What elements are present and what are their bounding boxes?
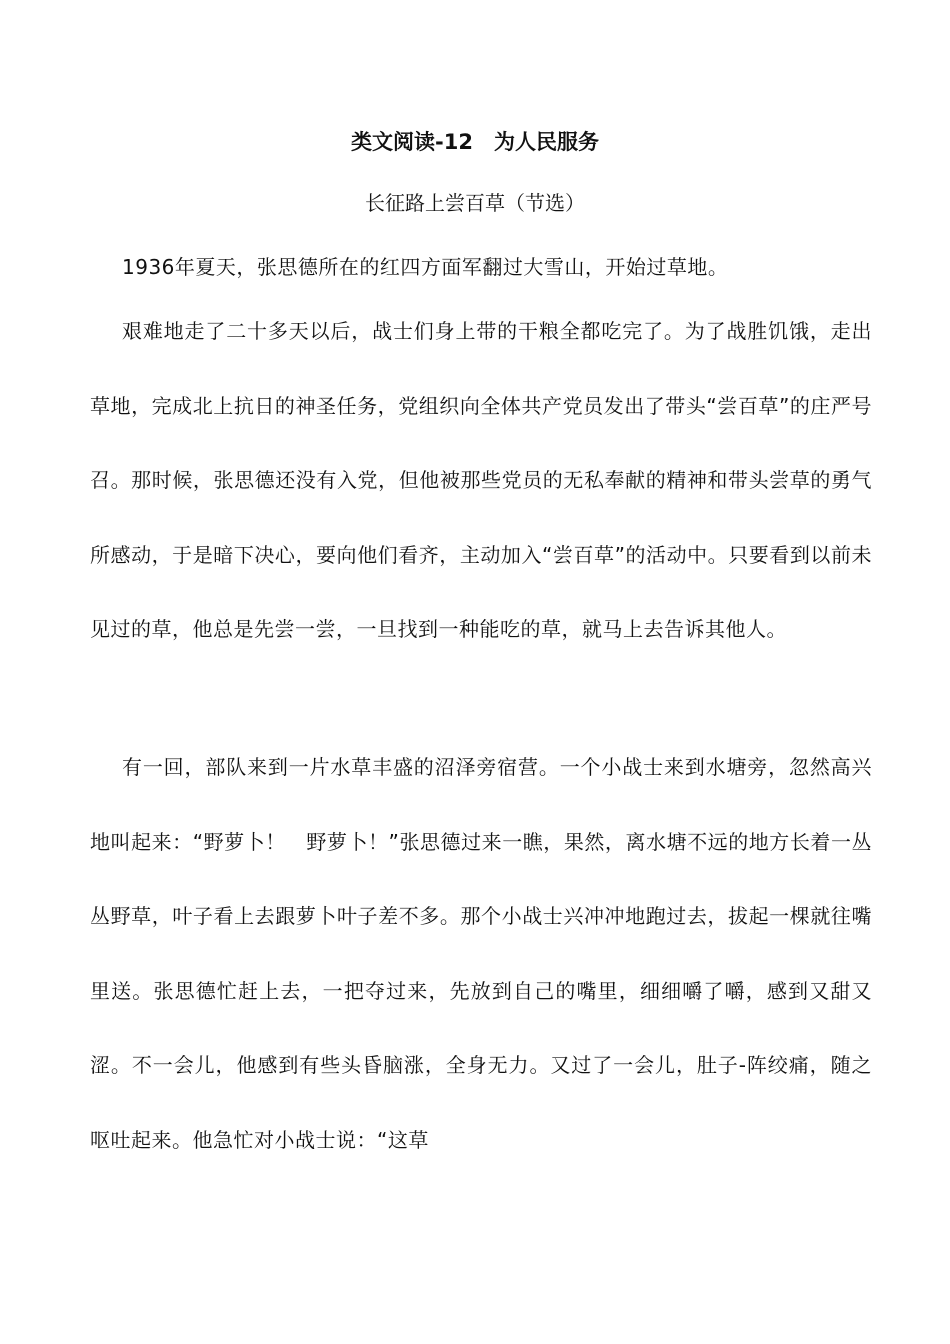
document-title: 类文阅读-12 为人民服务 [351,130,599,154]
article-subtitle: 长征路上尝百草（节选） [365,191,585,215]
paragraph-3: 有一回，部队来到一片水草丰盛的沼泽旁宿营。一个小战士来到水塘旁，忽然高兴地叫起来：“野萝卜！ 野萝卜！”张思德过来一瞧，果然，离水塘不远的地方长着一丛丛野草，叶子看上去跟萝卜叶子差不多。那个小战士兴冲冲地跑过去，拔起一棵就往嘴里送。张思德忙赶上去，一把夺过来，先放到自己的嘴里，细细嚼了嚼，感到又甜又涩。不一会儿，他感到有些头昏脑涨，全身无力。又过了一会儿，肚子-阵绞痛，随之呕吐起来。他急忙对小战士说：“这草 [90,755,872,1152]
paragraph-2: 艰难地走了二十多天以后，战士们身上带的干粮全都吃完了。为了战胜饥饿，走出草地，完成北上抗日的神圣任务，党组织向全体共产党员发出了带头“尝百草”的庄严号召。那时候，张思德还没有入党，但他被那些党员的无私奉献的精神和带头尝草的勇气所感动，于是暗下决心，要向他们看齐，主动加入“尝百草”的活动中。只要看到以前未见过的草，他总是先尝一尝，一旦找到一种能吃的草，就马上去告诉其他人。 [90,319,872,641]
paragraph-1: 1936年夏天，张思德所在的红四方面军翻过大雪山，开始过草地。 [122,255,729,279]
